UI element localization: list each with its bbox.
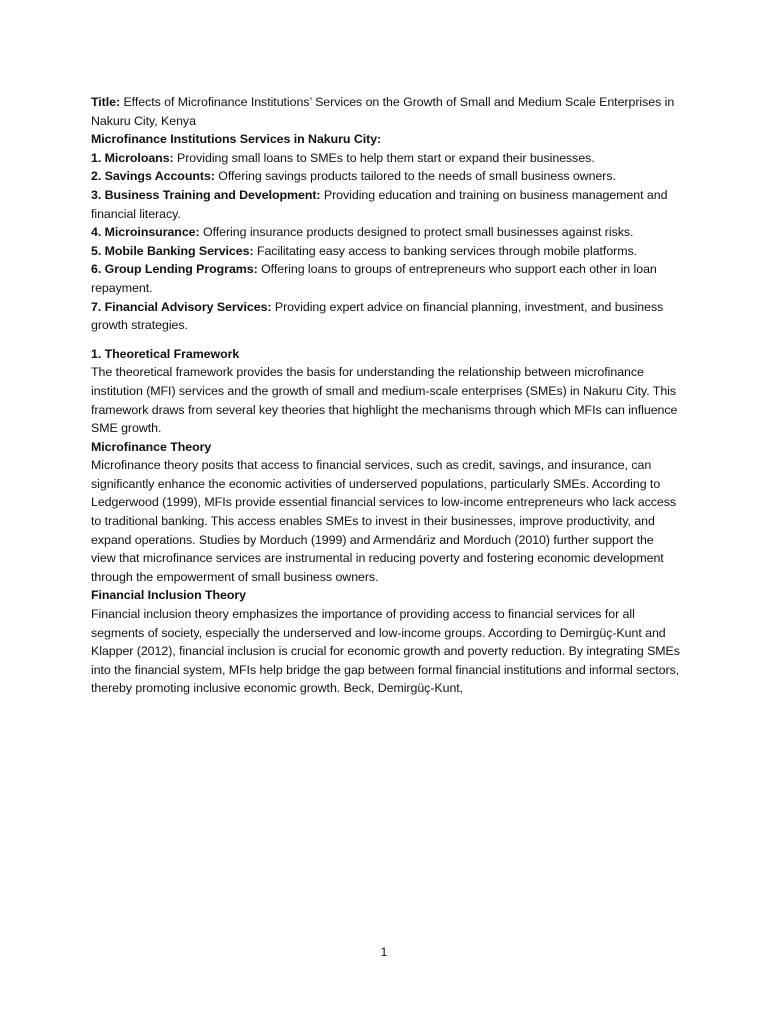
service-text: Providing education and training on business management and financial literacy.: [91, 187, 668, 221]
service-text: Offering savings products tailored to the needs of small business owners.: [214, 169, 616, 184]
microfinance-theory-heading: Microfinance Theory: [91, 439, 212, 454]
service-label: 3. Business Training and Development:: [91, 187, 321, 202]
service-text: Offering insurance products designed to protect small businesses against risks.: [199, 225, 634, 240]
service-label: 4. Microinsurance:: [91, 225, 200, 240]
title-label: Title:: [91, 95, 121, 109]
service-item-financial-advisory: [91, 298, 681, 335]
document-title: [91, 93, 681, 130]
service-text: Providing small loans to SMEs to help them start or expand their businesses.: [173, 150, 595, 165]
service-label: 6. Group Lending Programs:: [91, 262, 258, 277]
microfinance-theory-paragraph: Microfinance theory posits that access to financial services, such as credit, savings, and insurance, can significantly enhance the economic activities of underserved populations, particularly SMEs. According to Ledgerwood (1999), MFIs provide essential financial services to low-income entrepreneurs who lack access to traditional banking. This access enables SMEs to invest in their businesses, improve productivity, and expand operations. Studies by Morduch (1999) and Armendáriz and Morduch (2010) further support the view that microfinance services are instrumental in reducing poverty and fostering economic development through the empowerment of small business owners.: [91, 458, 677, 584]
service-label: 2. Savings Accounts:: [91, 169, 215, 184]
service-item-microloans: [91, 149, 681, 168]
theoretical-framework-paragraph: The theoretical framework provides the basis for understanding the relationship between microfinance institution (MFI) services and the growth of small and medium-scale enterprises (SMEs) in Nakuru City. This framework draws from several key theories that highlight the mechanisms through which MFIs can influence SME growth.: [91, 365, 678, 436]
page-number: 1: [380, 945, 388, 959]
service-text: Providing expert advice on financial planning, investment, and business growth strategies.: [91, 299, 664, 333]
service-text: Facilitating easy access to banking services through mobile platforms.: [253, 243, 638, 258]
financial-inclusion-theory-heading: Financial Inclusion Theory: [91, 588, 246, 603]
service-item-microinsurance: [91, 223, 681, 242]
services-heading: Microfinance Institutions Services in Nakuru City:: [91, 132, 382, 147]
service-item-business-training: [91, 186, 681, 223]
title-text: Effects of Microfinance Institutions’ Services on the Growth of Small and Medium Scale Enterprises in Nakuru City, Kenya: [91, 95, 675, 128]
document-body: [91, 93, 681, 698]
theoretical-framework-heading: 1. Theoretical Framework: [91, 346, 240, 361]
financial-inclusion-theory-paragraph: Financial inclusion theory emphasizes the importance of providing access to financial services for all segments of society, especially the underserved and low-income groups. According to Demirgüç-Kunt and Klapper (2012), financial inclusion is crucial for economic growth and poverty reduction. By integrating SMEs into the financial system, MFIs help bridge the gap between formal financial institutions and informal sectors, thereby promoting inclusive economic growth. Beck, Demirgüç-Kunt,: [91, 607, 680, 696]
service-text: Offering loans to groups of entrepreneurs who support each other in loan repayment.: [91, 262, 657, 295]
service-label: 7. Financial Advisory Services:: [91, 299, 272, 314]
service-item-mobile-banking: [91, 242, 681, 261]
service-item-group-lending: [91, 260, 681, 297]
service-item-savings-accounts: [91, 167, 681, 186]
service-label: 5. Mobile Banking Services:: [91, 243, 254, 258]
service-label: 1. Microloans:: [91, 150, 174, 165]
